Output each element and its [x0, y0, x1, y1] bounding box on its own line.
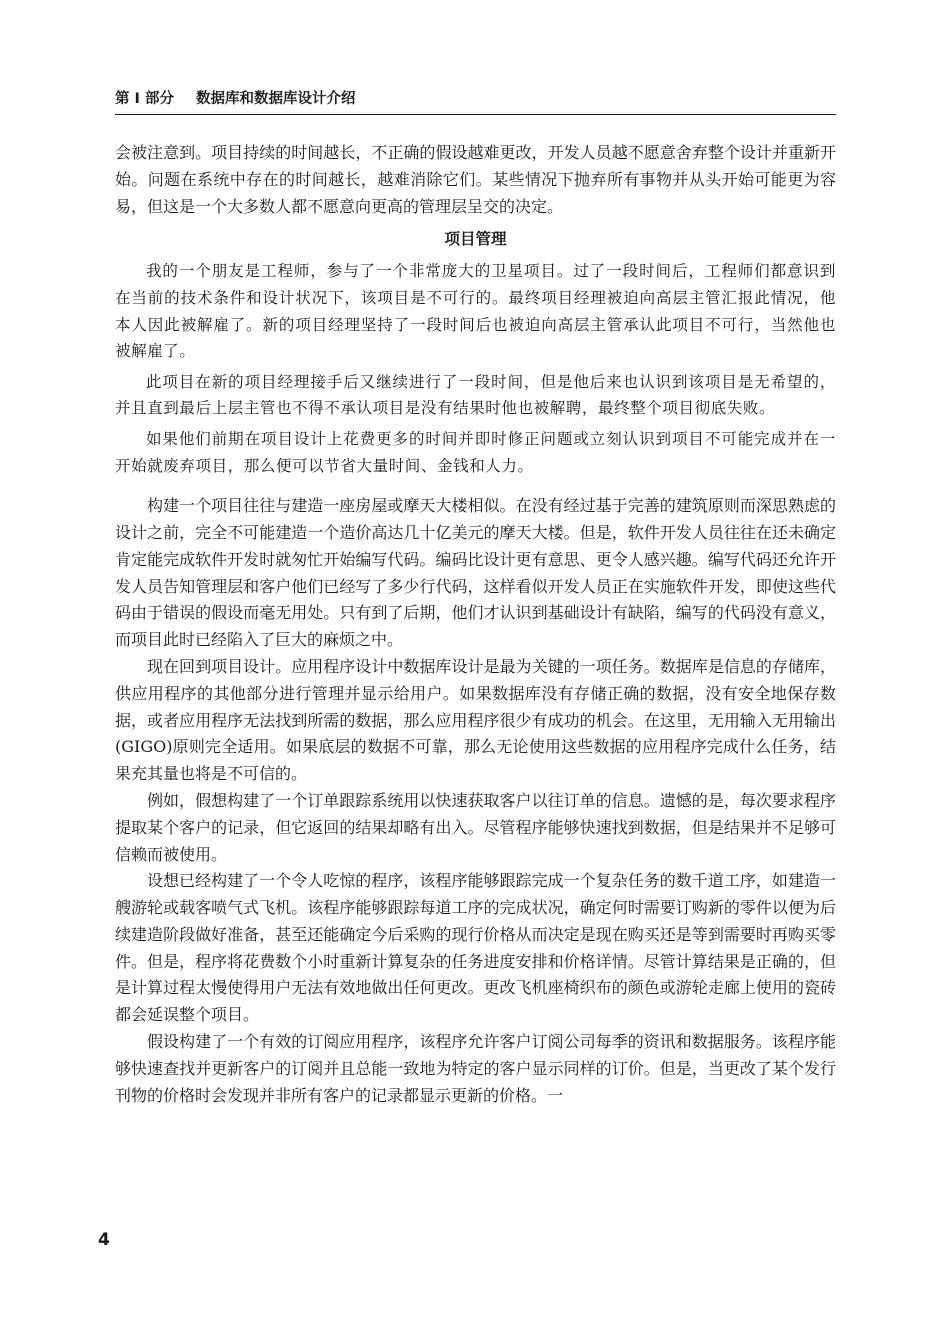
body-paragraph: 构建一个项目往往与建造一座房屋或摩天大楼相似。在没有经过基于完善的建筑原则而深思熟虑的设计之前，完全不可能建造一个造价高达几十亿美元的摩天大楼。但是，软件开发人员往往在还未确定肯定能完成软件开发时就匆忙开始编写代码。编码比设计更有意思、更令人感兴趣。编写代码还允许开发人员告知管理层和客户他们已经写了多少行代码，这样看似开发人员正在实施软件开发，即使这些代码由于错误的假设而毫无用处。只有到了后期，他们才认识到基础设计有缺陷，编写的代码没有意义，而项目此时已经陷入了巨大的麻烦之中。	[115, 496, 836, 650]
page-body	[115, 140, 836, 1109]
body-paragraph: 设想已经构建了一个令人吃惊的程序，该程序能够跟踪完成一个复杂任务的数千道工序，如建造一艘游轮或载客喷气式飞机。该程序能够跟踪每道工序的完成状况，确定何时需要订购新的零件以便为后续建造阶段做好准备，甚至还能确定今后采购的现行价格从而决定是现在购买还是等到需要时再购买零件。但是，程序将花费数个小时重新计算复杂的任务进度安排和价格详情。尽管计算结果是正确的，但是计算过程太慢使得用户无法有效地做出任何更改。更改飞机座椅织布的颜色或游轮走廊上使用的瓷砖都会延误整个项目。	[115, 871, 836, 1025]
part-label: 第 I 部分	[115, 91, 174, 107]
body-paragraph: 例如，假想构建了一个订单跟踪系统用以快速获取客户以往订单的信息。遗憾的是，每次要求程序提取某个客户的记录，但它返回的结果却略有出入。尽管程序能够快速找到数据，但是结果并不足够可信赖而被使用。	[115, 790, 836, 864]
sidebar-paragraph: 如果他们前期在项目设计上花费更多的时间并即时修正问题或立刻认识到项目不可能完成并在一开始就废弃项目，那么便可以节省大量时间、金钱和人力。	[115, 429, 836, 475]
body-paragraph: 现在回到项目设计。应用程序设计中数据库设计是最为关键的一项任务。数据库是信息的存储库，供应用程序的其他部分进行管理并显示给用户。如果数据库没有存储正确的数据，没有安全地保存数据，或者应用程序无法找到所需的数据，那么应用程序很少有成功的机会。在这里，无用输入无用输出(GIGO)原则完全适用。如果底层的数据不可靠，那么无论使用这些数据的应用程序完成什么任务，结果充其量也将是不可信的。	[115, 656, 836, 784]
sidebar-paragraph: 此项目在新的项目经理接手后又继续进行了一段时间，但是他后来也认识到该项目是无希望的，并且直到最后上层主管也不得不承认项目是没有结果时他也被解聘，最终整个项目彻底失败。	[115, 372, 836, 418]
intro-paragraph: 会被注意到。项目持续的时间越长，不正确的假设越难更改，开发人员越不愿意舍弃整个设计并重新开始。问题在系统中存在的时间越长，越难消除它们。某些情况下抛弃所有事物并从头开始可能更为容易，但这是一个大多数人都不愿意向更高的管理层呈交的决定。	[115, 143, 836, 216]
sidebar-note	[115, 228, 836, 479]
running-header	[115, 88, 836, 115]
body-paragraph: 假设构建了一个有效的订阅应用程序，该程序允许客户订阅公司每季的资讯和数据服务。该程序能够快速查找并更新客户的订阅并且总能一致地为特定的客户显示同样的订价。但是，当更改了某个发行刊物的价格时会发现并非所有客户的记录都显示更新的价格。一	[115, 1032, 836, 1105]
chapter-title: 数据库和数据库设计介绍	[196, 91, 356, 107]
sidebar-title: 项目管理	[444, 230, 507, 249]
sidebar-paragraph: 我的一个朋友是工程师，参与了一个非常庞大的卫星项目。过了一段时间后，工程师们都意识到在当前的技术条件和设计状况下，该项目是不可行的。最终项目经理被迫向高层主管汇报此情况，他本人因此被解雇了。新的项目经理坚持了一段时间后也被迫向高层主管承认此项目不可行，当然他也被解雇了。	[115, 262, 836, 361]
page-number: 4	[98, 1230, 110, 1250]
